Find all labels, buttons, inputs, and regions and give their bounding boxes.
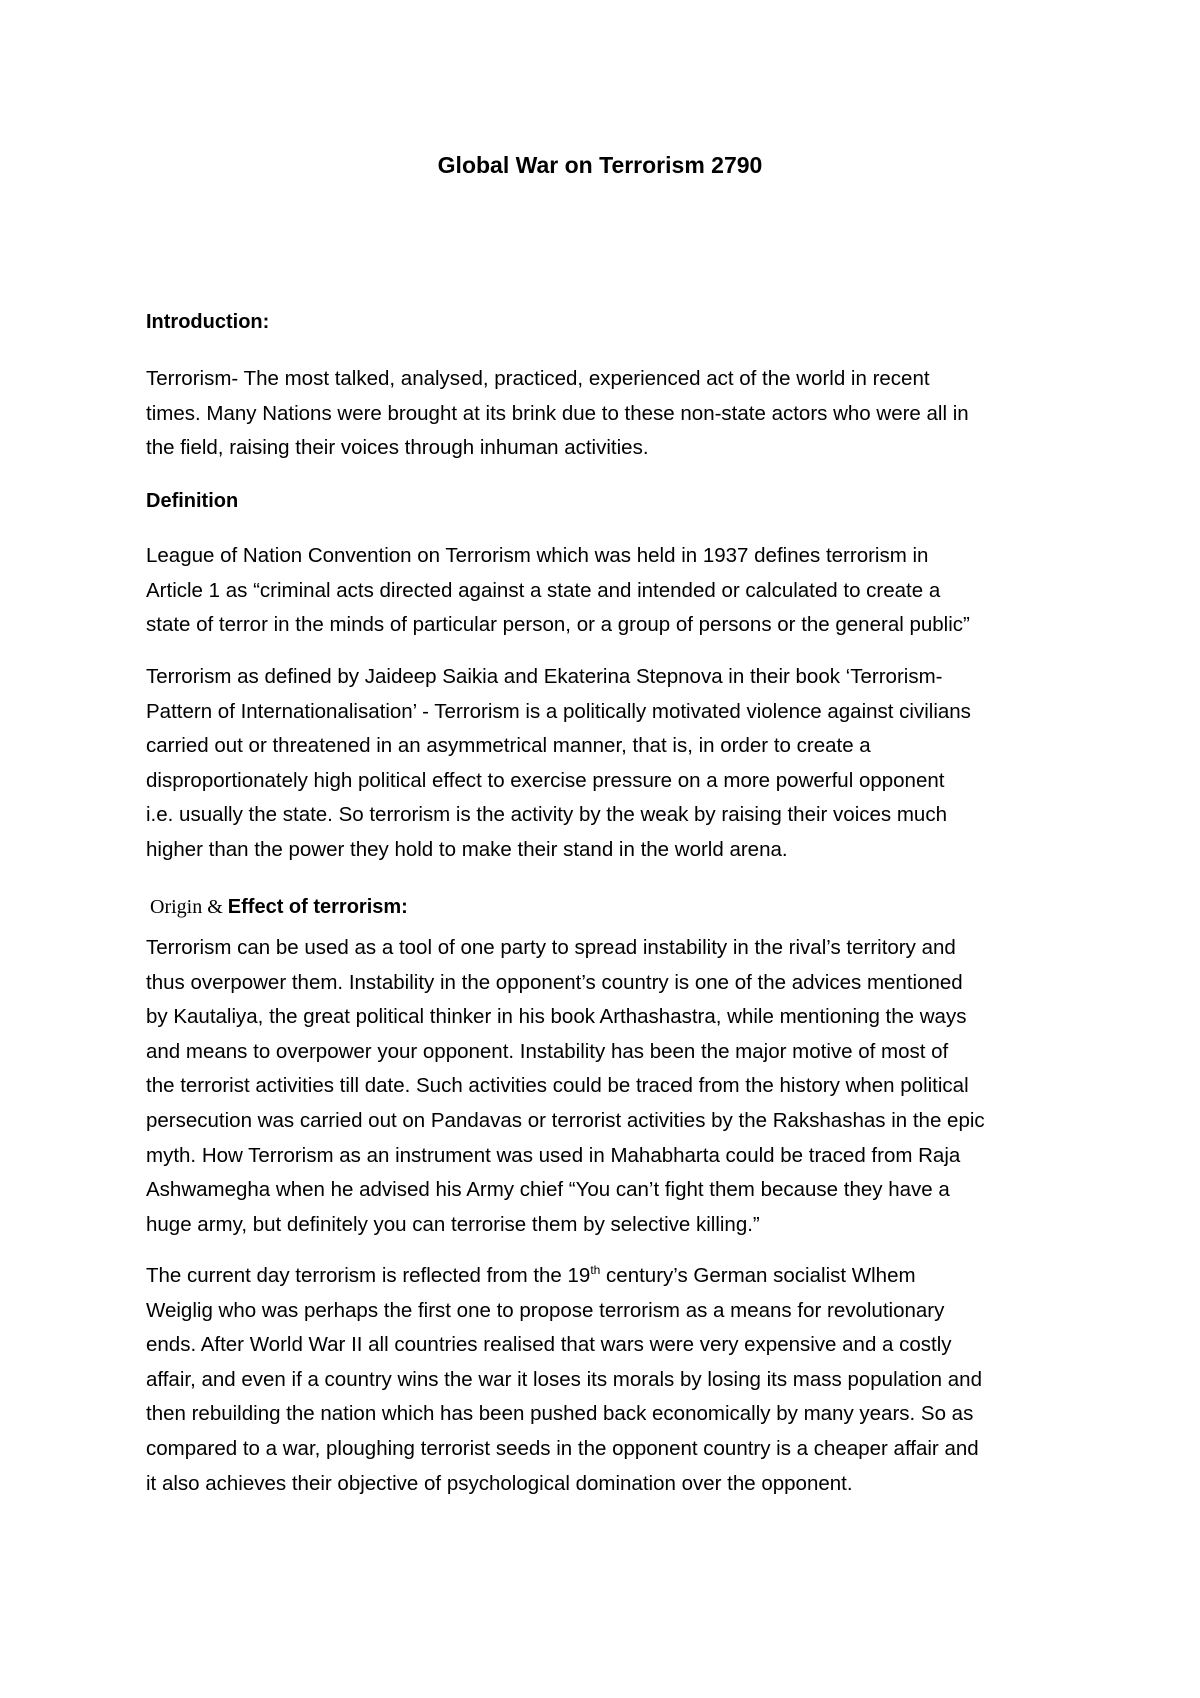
effect-heading-part: Effect of terrorism: (227, 896, 408, 918)
text-line: myth. How Terrorism as an instrument was used in Mahabharta could be traced from Raja (146, 1143, 961, 1167)
text-line: Ashwamegha when he advised his Army chief “You can’t fight them because they have a (146, 1178, 950, 1202)
text-line: i.e. usually the state. So terrorism is the activity by the weak by raising their voices much (146, 803, 947, 827)
text-line: state of terror in the minds of particular person, or a group of persons or the general public” (146, 613, 970, 637)
text-line: by Kautaliya, the great political thinker in his book Arthashastra, while mentioning the ways (146, 1005, 967, 1029)
text-line: Terrorism can be used as a tool of one party to spread instability in the rival’s territory and (146, 936, 956, 959)
text-line: Terrorism- The most talked, analysed, practiced, experienced act of the world in recent (146, 367, 930, 390)
text-line (146, 1259, 1076, 1294)
text-line: huge army, but definitely you can terrorise them by selective killing.” (146, 1212, 760, 1236)
definition-paragraph-1 (146, 539, 1076, 643)
text-line: compared to a war, ploughing terrorist seeds in the opponent country is a cheaper affair and (146, 1436, 979, 1460)
text-line: affair, and even if a country wins the war it loses its morals by losing its mass population and (146, 1367, 982, 1391)
text-line: disproportionately high political effect to exercise pressure on a more powerful opponent (146, 768, 945, 792)
text-line: League of Nation Convention on Terrorism which was held in 1937 defines terrorism in (146, 544, 929, 567)
text-line: Article 1 as “criminal acts directed against a state and intended or calculated to create a (146, 578, 941, 602)
definition-paragraph-2 (146, 660, 1076, 868)
text-line: and means to overpower your opponent. Instability has been the major motive of most of (146, 1039, 949, 1063)
text-segment: The current day terrorism is reflected from the 19 (146, 1264, 591, 1287)
text-line: Pattern of Internationalisation’ - Terrorism is a politically motivated violence against civilians (146, 699, 971, 723)
text-line: higher than the power they hold to make their stand in the world arena. (146, 837, 788, 861)
text-line: it also achieves their objective of psychological domination over the opponent. (146, 1471, 853, 1495)
origin-paragraph-1 (146, 931, 1076, 1242)
text-line: persecution was carried out on Pandavas or terrorist activities by the Rakshashas in the epic (146, 1108, 985, 1132)
origin-paragraph-2 (146, 1259, 1076, 1501)
introduction-paragraph (146, 362, 1076, 466)
superscript: th (590, 1263, 601, 1278)
text-segment: century’s German socialist Wlhem (600, 1264, 916, 1287)
text-line: the terrorist activities till date. Such activities could be traced from the history when political (146, 1074, 969, 1098)
text-line: Terrorism as defined by Jaideep Saikia and Ekaterina Stepnova in their book ‘Terrorism- (146, 665, 943, 688)
text-line: then rebuilding the nation which has been pushed back economically by many years. So as (146, 1402, 974, 1426)
text-line: thus overpower them. Instability in the opponent’s country is one of the advices mentioned (146, 970, 963, 994)
introduction-heading: Introduction: (146, 311, 270, 333)
origin-effect-heading (150, 892, 408, 922)
text-line: ends. After World War II all countries realised that wars were very expensive and a costly (146, 1333, 952, 1357)
text-line: times. Many Nations were brought at its brink due to these non-state actors who were all in (146, 401, 969, 425)
document-title: Global War on Terrorism 2790 (437, 152, 763, 178)
text-line: Weiglig who was perhaps the first one to propose terrorism as a means for revolutionary (146, 1298, 945, 1322)
text-line: the field, raising their voices through inhuman activities. (146, 436, 649, 460)
text-line: carried out or threatened in an asymmetrical manner, that is, in order to create a (146, 734, 871, 758)
definition-heading: Definition (146, 490, 239, 512)
origin-heading-part: Origin & (150, 896, 228, 918)
